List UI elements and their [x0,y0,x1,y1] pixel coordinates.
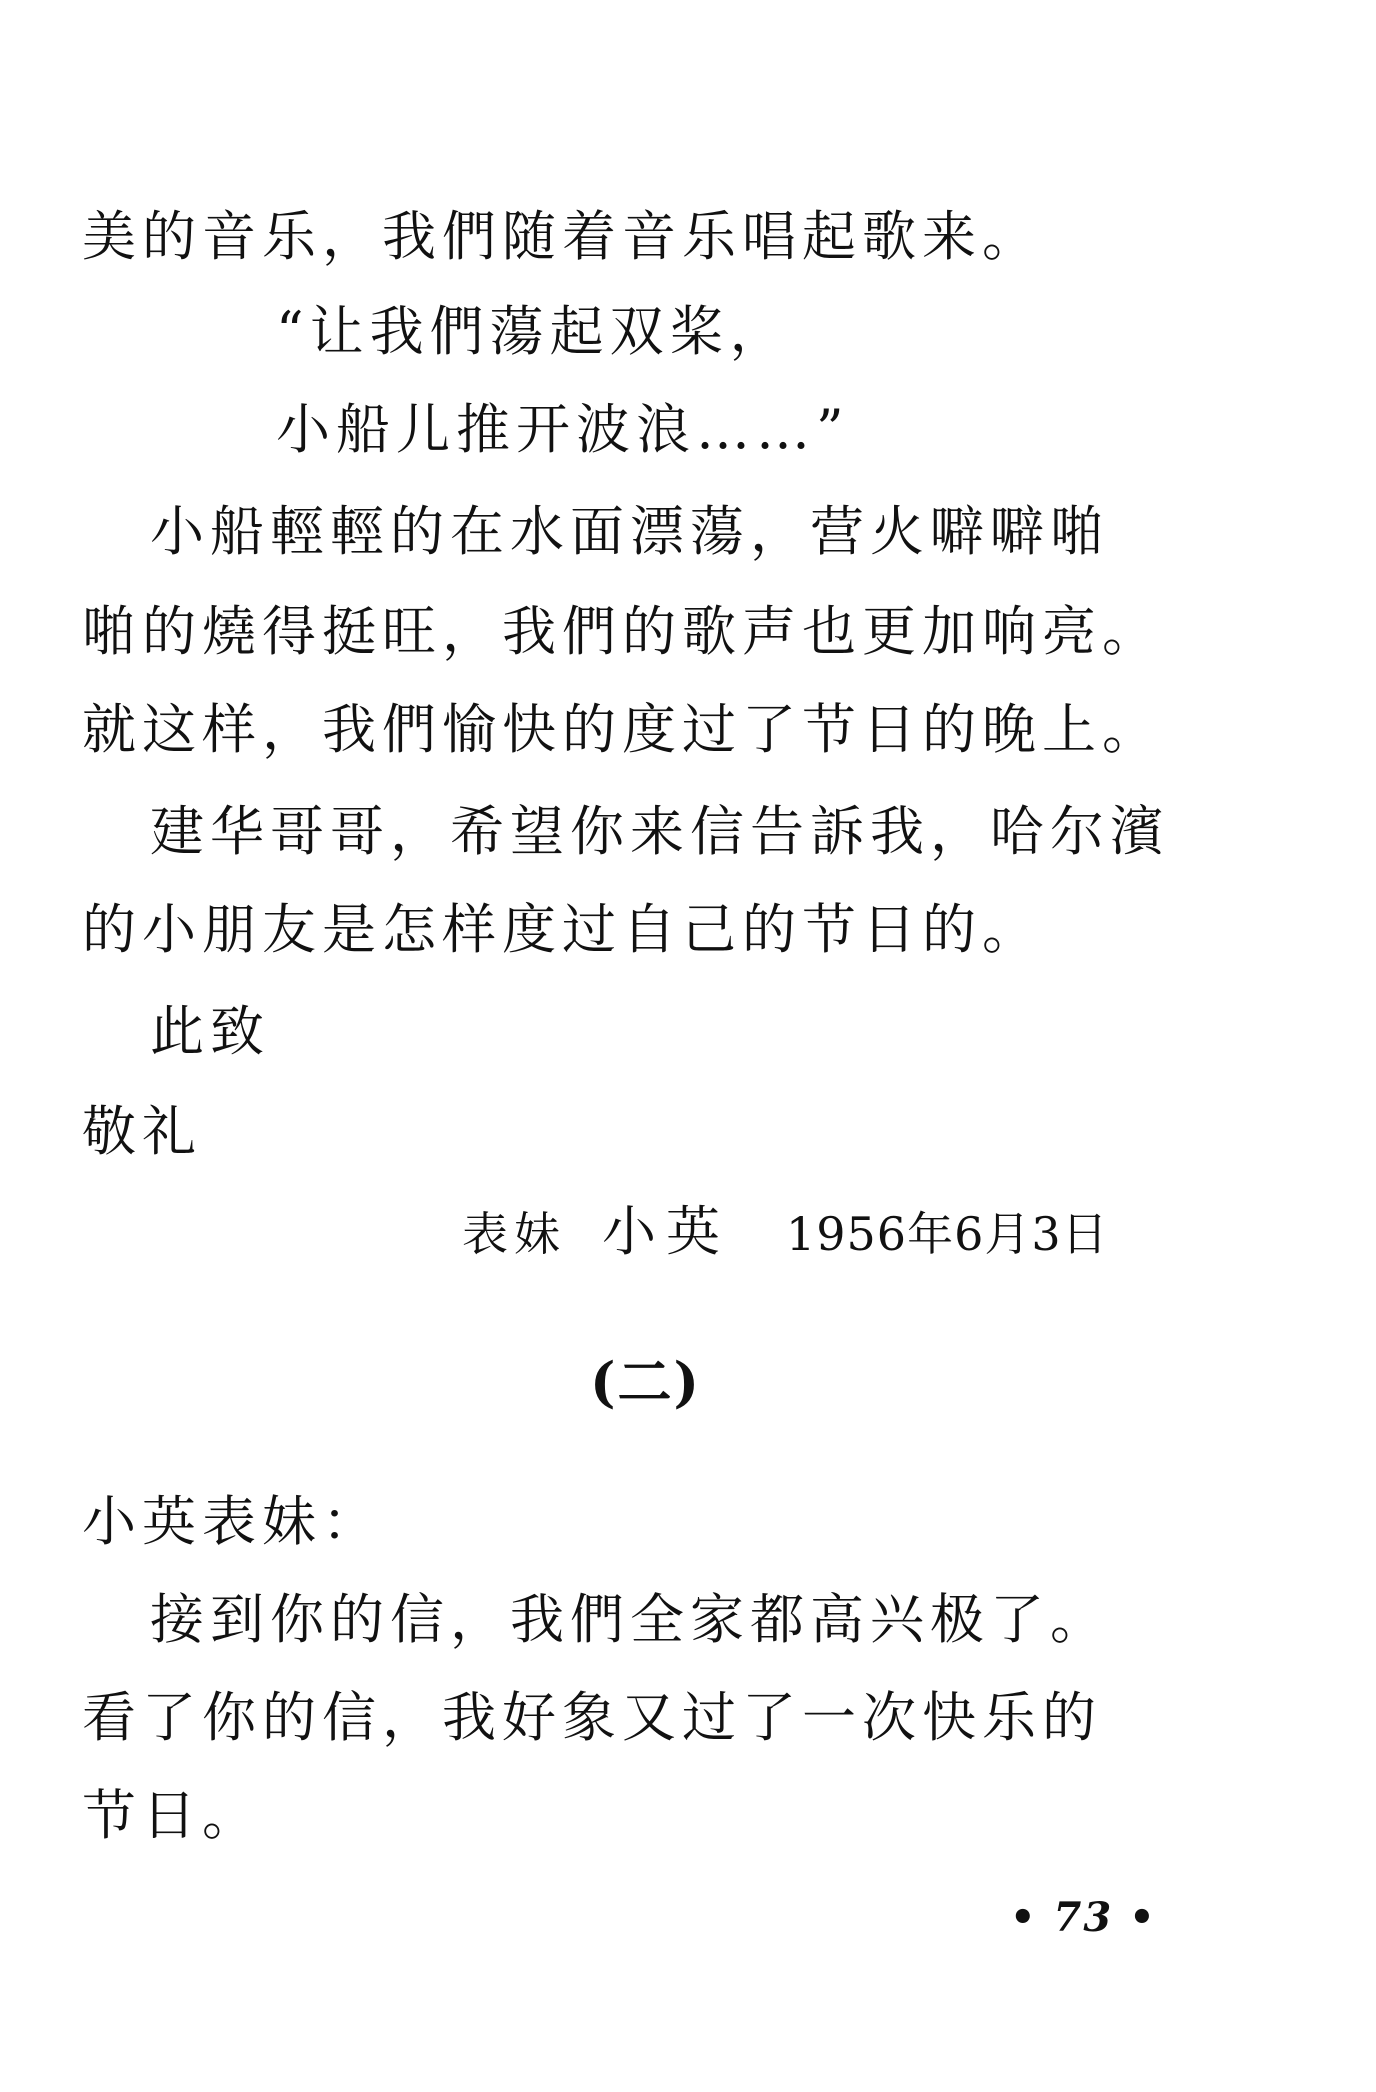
signature-relation: 表妹 [462,1207,566,1261]
paragraph-line: 建华哥哥，希望你来信告訴我，哈尔濱 [150,800,1170,863]
signature-name: 小英 [602,1200,730,1263]
page-number-value: 73 [1053,1894,1114,1941]
paragraph-line: 美的音乐，我們随着音乐唱起歌来。 [82,205,1042,268]
section-heading: (二) [590,1350,702,1414]
paragraph-line: 的小朋友是怎样度过自己的节日的。 [82,898,1042,961]
paragraph-line: 节日。 [82,1784,262,1847]
song-lyric-line: 小船儿推开波浪……” [276,398,850,461]
paragraph-line: 就这样，我們愉快的度过了节日的晚上。 [82,698,1162,761]
paragraph-line: 看了你的信，我好象又过了一次快乐的 [82,1686,1102,1749]
letter-greeting: 小英表妹： [82,1490,382,1553]
paragraph-line: 啪的燒得挺旺，我們的歌声也更加响亮。 [82,600,1162,663]
song-lyric-line: “让我們蕩起双桨， [276,300,790,363]
page-number [1010,1890,1157,1946]
signature-date: 1956年6月3日 [786,1207,1109,1261]
closing-salutation: 此致 [150,1000,270,1063]
page-number-dot-right: • [1129,1894,1157,1941]
paragraph-line: 接到你的信，我們全家都高兴极了。 [150,1588,1110,1651]
paragraph-line: 小船輕輕的在水面漂蕩，营火噼噼啪 [150,500,1110,563]
page-number-dot-left: • [1010,1894,1038,1941]
closing-regards: 敬礼 [82,1100,202,1163]
letter-signature [462,1200,1109,1266]
